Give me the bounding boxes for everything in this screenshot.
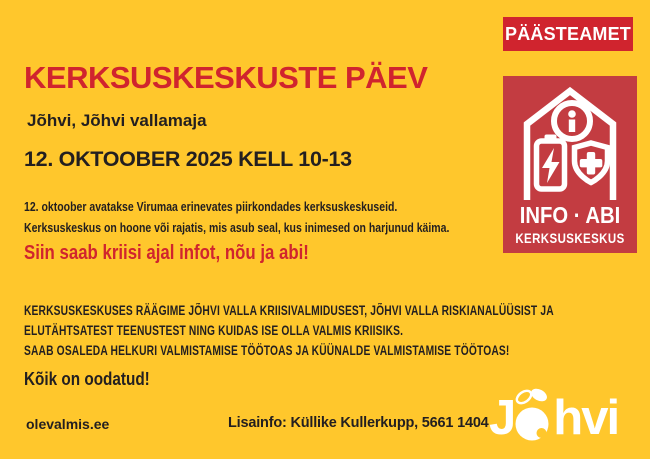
details-line-1: KERKSUSKESKUSES RÄÄGIME JÕHVI VALLA KRIISIVALMIDUSEST, JÕHVI VALLA RISKIANALÜÜSIST JA <box>24 303 554 318</box>
info-icon <box>554 103 590 139</box>
intro-line-2: Kerksuskeskus on hoone või rajatis, mis asub seal, kus inimesed on harjunud käima. <box>24 221 450 235</box>
page-title: KERKSUSKESKUSTE PÄEV <box>24 60 428 95</box>
paasteamet-badge: PÄÄSTEAMET <box>503 17 633 51</box>
intro-line-1: 12. oktoober avatakse Virumaa erinevates piirkondades kerksuskeskuseid. <box>24 200 398 214</box>
closing-text: Kõik on oodatud! <box>24 369 150 389</box>
info-abi-label: INFO · ABI <box>519 202 621 228</box>
johvi-municipality-logo <box>489 386 618 445</box>
contact-info: Lisainfo: Küllike Kullerkupp, 5661 1404 <box>228 415 489 431</box>
event-datetime: 12. OKTOOBER 2025 KELL 10-13 <box>24 147 352 171</box>
kerksuskeskus-label: KERKSUSKESKUS <box>515 230 625 246</box>
house-icon <box>513 84 627 200</box>
johvi-logo-j: J <box>489 391 515 445</box>
website-text: olevalmis.ee <box>26 416 110 432</box>
battery-icon <box>537 135 565 190</box>
details-paragraph <box>24 301 650 361</box>
shield-cross-icon <box>575 143 608 183</box>
info-abi-logo-box <box>503 76 637 253</box>
intro-paragraph <box>24 197 530 239</box>
details-line-2: ELUTÄHTSATEST TEENUSTEST NING KUIDAS ISE OLLA VALMIS KRIISIKS. <box>24 323 404 338</box>
johvi-apple-icon <box>515 386 551 443</box>
johvi-logo-hvi: hvi <box>553 391 619 445</box>
event-location: Jõhvi, Jõhvi vallamaja <box>27 111 207 130</box>
highlight-text: Siin saab kriisi ajal infot, nõu ja abi! <box>24 241 309 264</box>
details-line-3: SAAB OSALEDA HELKURI VALMISTAMISE TÖÖTOAS JA KÜÜNALDE VALMISTAMISE TÖÖTOAS! <box>24 343 510 358</box>
